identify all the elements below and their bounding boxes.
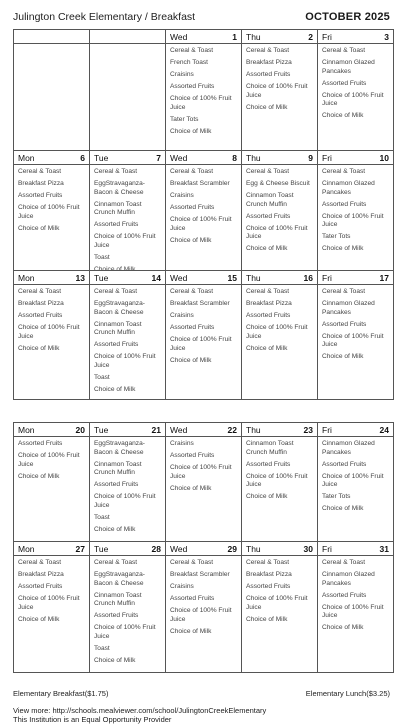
menu-list [242,556,317,624]
menu-list [14,44,89,47]
menu-item: Choice of Milk [94,525,136,533]
menu-item: Choice of 100% Fruit Juice [322,212,384,229]
menu-list [166,285,241,365]
school-title: Julington Creek Elementary / Breakfast [13,11,196,23]
day-number: 8 [232,152,237,163]
menu-item: Choice of 100% Fruit Juice [94,624,156,640]
month-title: OCTOBER 2025 [305,11,390,23]
day-header [318,30,393,44]
day-header [166,542,241,556]
menu-item: Cinnamon Toast Crunch Muffin [246,440,294,456]
empty-day-cell [14,30,90,151]
day-header [318,423,393,437]
day-cell [166,30,242,151]
menu-item: Choice of 100% Fruit Juice [246,472,308,489]
day-name: Mon [18,424,35,435]
day-header [242,423,317,437]
menu-item: Choice of Milk [170,627,212,635]
day-cell [90,151,166,271]
menu-list [242,437,317,502]
menu-list [166,556,241,636]
day-name: Thu [246,272,261,283]
menu-item: Assorted Fruits [94,221,139,229]
menu-item: Assorted Fruits [18,440,63,447]
menu-list [14,165,89,233]
menu-list [242,285,317,353]
menu-item: Choice of Milk [322,353,364,361]
menu-item: Breakfast Pizza [246,58,292,66]
view-more-link[interactable]: View more: http://schools.mealviewer.com/school/JulingtonCreekElementary [13,706,267,715]
day-cell [318,542,394,673]
day-number: 7 [156,152,161,163]
day-name: Wed [170,152,188,163]
menu-list [90,285,165,394]
menu-item: Cereal & Toast [170,168,214,175]
menu-item: Cinnamon Toast Crunch Muffin [94,200,142,217]
menu-item: Choice of Milk [170,236,212,244]
menu-list [90,44,165,47]
menu-item: Breakfast Pizza [18,179,64,187]
menu-item: Assorted Fruits [322,320,367,328]
day-number: 15 [227,272,237,283]
menu-item: Cereal & Toast [94,559,138,566]
menu-item: Craisins [170,70,194,78]
day-header [318,271,393,285]
menu-item: Choice of 100% Fruit Juice [18,451,80,468]
menu-item: Choice of 100% Fruit Juice [322,91,384,108]
day-number: 1 [232,31,237,42]
day-name: Wed [170,31,188,42]
menu-item: Choice of 100% Fruit Juice [94,233,156,249]
day-name: Wed [170,272,188,283]
menu-item: Cereal & Toast [94,168,138,175]
menu-item: Choice of Milk [246,493,288,501]
menu-item: Choice of Milk [170,356,212,364]
menu-item: Breakfast Scrambler [170,179,230,187]
menu-item: Breakfast Pizza [18,570,64,578]
day-number: 30 [303,543,313,554]
menu-item: Assorted Fruits [170,323,215,331]
menu-item: Choice of 100% Fruit Juice [322,472,384,489]
menu-item: Assorted Fruits [246,311,291,319]
menu-list [14,437,89,481]
menu-list [242,44,317,112]
day-name: Thu [246,543,261,554]
day-header [90,151,165,165]
day-header [14,423,89,437]
day-header [14,271,89,285]
menu-item: Cereal & Toast [322,47,366,54]
menu-item: EggStravaganza-Bacon & Cheese [94,299,145,316]
menu-item: Tater Tots [322,493,351,501]
menu-item: Toast [94,253,110,261]
day-cell [166,271,242,400]
menu-item: Toast [94,513,110,521]
menu-item: Cereal & Toast [246,47,290,54]
menu-item: Cereal & Toast [18,559,62,566]
menu-item: Cereal & Toast [322,168,366,175]
menu-item: Cereal & Toast [18,288,62,295]
menu-item: Assorted Fruits [170,594,215,602]
menu-item: Choice of Milk [322,624,364,632]
menu-item: Choice of Milk [94,385,136,393]
day-cell [14,271,90,400]
menu-item: Assorted Fruits [246,582,291,590]
menu-item: Assorted Fruits [94,341,139,349]
equal-opportunity-notice: This Institution is an Equal Opportunity Provider [13,715,172,724]
day-cell [318,151,394,271]
menu-item: Choice of 100% Fruit Juice [94,493,156,509]
menu-item: Assorted Fruits [322,79,367,87]
lunch-price: Elementary Lunch($3.25) [305,689,390,698]
day-number: 22 [227,424,237,435]
menu-item: Cereal & Toast [94,288,138,295]
day-cell [242,271,318,400]
menu-list [90,165,165,271]
menu-item: Choice of Milk [322,505,364,513]
menu-item: Choice of 100% Fruit Juice [246,82,308,99]
menu-item: Choice of Milk [246,615,288,623]
menu-item: Cinnamon Glazed Pancakes [322,440,375,456]
menu-item: Cereal & Toast [246,559,290,566]
day-number: 10 [379,152,389,163]
calendar-grid-bottom [13,422,394,673]
day-header [166,151,241,165]
day-cell [14,151,90,271]
menu-item: Cereal & Toast [246,288,290,295]
day-name: Tue [94,272,109,283]
menu-list [90,437,165,534]
day-cell [318,30,394,151]
menu-item: Choice of Milk [246,344,288,352]
menu-item: Assorted Fruits [18,191,63,199]
day-header [166,30,241,44]
day-number: 31 [379,543,389,554]
day-header [166,271,241,285]
menu-list [14,285,89,353]
price-footer [13,689,390,698]
menu-item: Cereal & Toast [170,288,214,295]
day-header [242,271,317,285]
day-header [318,151,393,165]
day-number: 17 [379,272,389,283]
menu-item: Choice of Milk [94,265,136,271]
menu-list [318,44,393,121]
menu-item: Breakfast Scrambler [170,299,230,307]
menu-item: Cinnamon Glazed Pancakes [322,179,375,196]
day-header [166,423,241,437]
menu-list [318,285,393,362]
day-name: Mon [18,272,35,283]
day-name: Tue [94,152,109,163]
menu-item: Cereal & Toast [246,168,290,175]
menu-list [318,556,393,633]
menu-item: Assorted Fruits [322,460,367,468]
menu-item: Cinnamon Glazed Pancakes [322,570,375,587]
menu-item: Choice of 100% Fruit Juice [322,332,384,349]
menu-item: Choice of Milk [170,484,212,492]
day-name: Thu [246,424,261,435]
menu-item: Breakfast Scrambler [170,570,230,578]
menu-list [166,44,241,136]
day-number: 16 [303,272,313,283]
menu-item: Choice of Milk [18,224,60,232]
day-number: 6 [80,152,85,163]
menu-item: Cinnamon Toast Crunch Muffin [94,320,142,337]
menu-item: Toast [94,644,110,652]
menu-item: Breakfast Pizza [18,299,64,307]
day-number: 2 [308,31,313,42]
menu-item: Assorted Fruits [246,212,291,220]
menu-list [166,437,241,493]
day-cell [242,542,318,673]
day-header [242,30,317,44]
day-name: Tue [94,424,109,435]
day-header [14,30,89,44]
menu-item: Choice of 100% Fruit Juice [170,463,232,480]
menu-item: Choice of 100% Fruit Juice [170,94,232,111]
day-header [14,542,89,556]
menu-item: EggStravaganza-Bacon & Cheese [94,440,145,456]
menu-list [14,556,89,624]
menu-item: Cereal & Toast [170,47,214,54]
day-name: Fri [322,152,332,163]
menu-item: French Toast [170,58,208,66]
page-header [13,11,390,27]
day-number: 9 [308,152,313,163]
menu-item: Choice of 100% Fruit Juice [246,224,308,241]
day-cell [14,423,90,542]
menu-item: Tater Tots [322,233,351,241]
day-header [90,423,165,437]
menu-item: Choice of 100% Fruit Juice [94,353,156,369]
day-name: Wed [170,543,188,554]
menu-item: Choice of Milk [246,103,288,111]
menu-item: Assorted Fruits [246,70,291,78]
menu-item: Choice of 100% Fruit Juice [246,323,308,340]
menu-item: Choice of Milk [18,344,60,352]
day-number: 27 [75,543,85,554]
day-name: Fri [322,424,332,435]
menu-item: Choice of Milk [18,615,60,623]
day-cell [90,271,166,400]
menu-item: Breakfast Pizza [246,570,292,578]
menu-item: Assorted Fruits [18,582,63,590]
menu-item: Toast [94,373,110,381]
day-number: 13 [75,272,85,283]
menu-item: Cereal & Toast [18,168,62,175]
calendar-grid-top [13,29,394,400]
breakfast-price: Elementary Breakfast($1.75) [13,689,109,698]
day-number: 29 [227,543,237,554]
menu-item: Cereal & Toast [170,559,214,566]
menu-item: Choice of 100% Fruit Juice [18,203,80,220]
menu-item: Choice of Milk [322,112,364,120]
day-header [90,271,165,285]
day-cell [166,151,242,271]
day-number: 21 [151,424,161,435]
menu-item: Cinnamon Glazed Pancakes [322,58,375,75]
day-number: 23 [303,424,313,435]
menu-list [166,165,241,245]
menu-item: Cinnamon Toast Crunch Muffin [246,191,294,208]
day-name: Fri [322,272,332,283]
day-number: 14 [151,272,161,283]
day-cell [90,542,166,673]
menu-item: Cinnamon Glazed Pancakes [322,299,375,316]
day-number: 20 [75,424,85,435]
day-number: 24 [379,424,389,435]
menu-item: Choice of 100% Fruit Juice [18,323,80,340]
menu-item: Craisins [170,582,194,590]
menu-item: Assorted Fruits [170,82,215,90]
menu-item: Choice of Milk [170,127,212,135]
day-cell [242,423,318,542]
menu-item: Assorted Fruits [94,481,139,489]
day-cell [166,542,242,673]
day-number: 28 [151,543,161,554]
menu-item: Choice of 100% Fruit Juice [246,594,308,611]
day-name: Fri [322,543,332,554]
empty-day-cell [90,30,166,151]
menu-item: Choice of 100% Fruit Juice [18,594,80,611]
menu-item: Assorted Fruits [94,612,139,620]
day-cell [318,271,394,400]
menu-list [318,165,393,254]
day-name: Mon [18,152,35,163]
menu-item: Choice of 100% Fruit Juice [170,606,232,623]
menu-item: Craisins [170,311,194,319]
menu-item: Breakfast Pizza [246,299,292,307]
menu-item: Cereal & Toast [322,559,366,566]
menu-item: Cinnamon Toast Crunch Muffin [94,591,142,608]
day-cell [318,423,394,542]
menu-item: Craisins [170,440,194,447]
day-name: Wed [170,424,188,435]
menu-item: Choice of Milk [322,245,364,253]
day-header [242,542,317,556]
menu-item: Choice of Milk [94,656,136,664]
day-cell [166,423,242,542]
menu-item: Choice of Milk [18,472,60,480]
menu-item: Assorted Fruits [322,200,367,208]
day-name: Mon [18,543,35,554]
day-number: 3 [384,31,389,42]
day-cell [242,151,318,271]
day-name: Thu [246,31,261,42]
menu-item: Assorted Fruits [322,591,367,599]
day-cell [242,30,318,151]
day-header [90,542,165,556]
menu-item: Tater Tots [170,115,199,123]
menu-item: Cinnamon Toast Crunch Muffin [94,460,142,477]
menu-item: Cereal & Toast [322,288,366,295]
menu-item: EggStravaganza-Bacon & Cheese [94,179,145,196]
menu-item: Choice of 100% Fruit Juice [170,215,232,232]
menu-item: EggStravaganza-Bacon & Cheese [94,570,145,587]
menu-item: Choice of 100% Fruit Juice [322,603,384,620]
menu-item: Choice of Milk [246,245,288,253]
menu-item: Assorted Fruits [170,203,215,211]
menu-list [318,437,393,514]
menu-item: Assorted Fruits [18,311,63,319]
day-name: Tue [94,543,109,554]
day-header [242,151,317,165]
menu-list [242,165,317,254]
menu-item: Craisins [170,191,194,199]
menu-item: Egg & Cheese Biscuit [246,179,310,187]
menu-item: Assorted Fruits [170,451,215,459]
day-header [90,30,165,44]
day-header [318,542,393,556]
menu-list [90,556,165,665]
day-cell [14,542,90,673]
day-header [14,151,89,165]
day-name: Fri [322,31,332,42]
menu-item: Assorted Fruits [246,460,291,468]
day-cell [90,423,166,542]
day-name: Thu [246,152,261,163]
menu-item: Choice of 100% Fruit Juice [170,335,232,352]
